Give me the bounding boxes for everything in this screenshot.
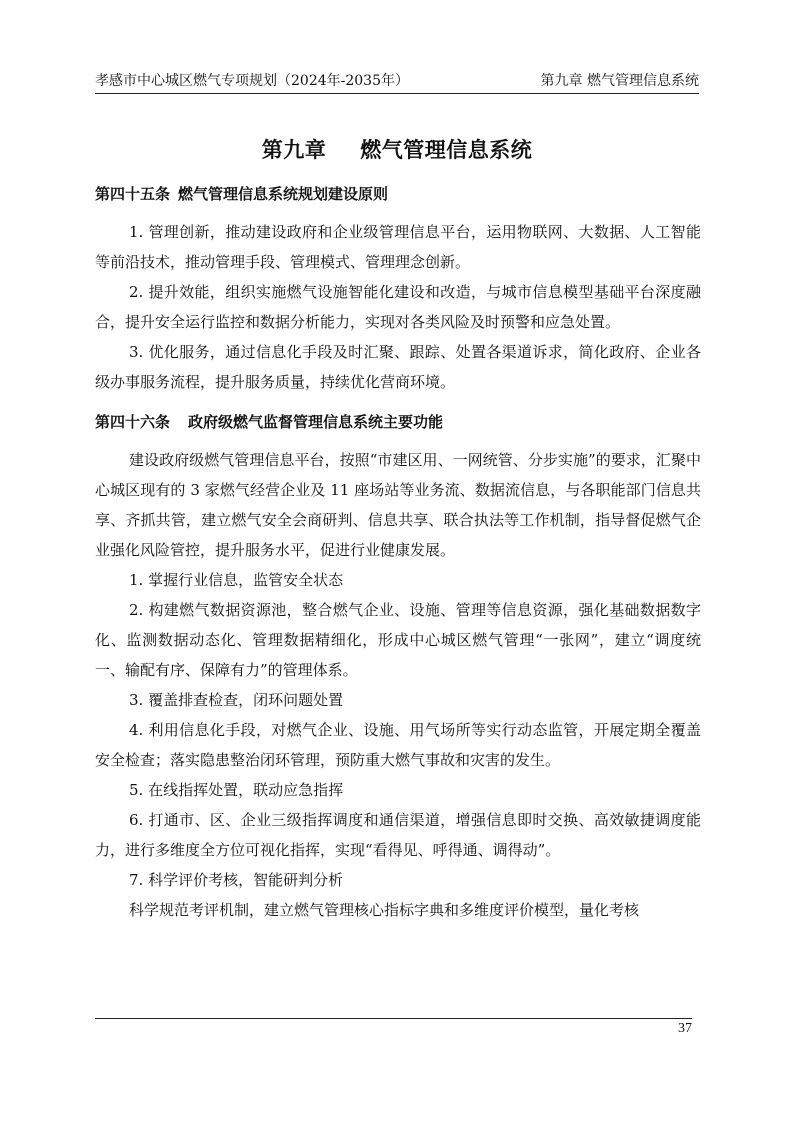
article-46-paragraph-4: 3. 覆盖排查检查，闭环问题处置 bbox=[129, 691, 344, 709]
article-45-heading bbox=[95, 179, 701, 217]
footer-rule bbox=[95, 1018, 692, 1019]
chapter-title-header: 第九章 燃气管理信息系统 bbox=[540, 73, 699, 89]
article-45-paragraph-3: 3. 优化服务，通过信息化手段及时汇聚、跟踪、处置各渠道诉求，简化政府、企业各级办事服务流程，提升服务质量，持续优化营商环境。 bbox=[95, 343, 701, 391]
header-rule bbox=[95, 93, 699, 94]
article-46-paragraph-3: 2. 构建燃气数据资源池，整合燃气企业、设施、管理等信息资源，强化基础数据数字化、监测数据动态化、管理数据精细化，形成中心城区燃气管理“一张网”，建立“调度统一、输配有序、保障有力”的管理体系。 bbox=[95, 601, 701, 679]
article-46-heading bbox=[95, 407, 701, 445]
article-46-paragraph-2: 1. 掌握行业信息，监管安全状态 bbox=[129, 571, 344, 589]
article-46-paragraph-7: 6. 打通市、区、企业三级指挥调度和通信渠道，增强信息即时交换、高效敏捷调度能力，进行多维度全方位可视化指挥，实现“看得见、呼得通、调得动”。 bbox=[95, 811, 701, 859]
chapter-title: 燃气管理信息系统 bbox=[360, 138, 533, 162]
article-46-paragraph-5: 4. 利用信息化手段，对燃气企业、设施、用气场所等实行动态监管，开展定期全覆盖安全检查；落实隐患整治闭环管理，预防重大燃气事故和灾害的发生。 bbox=[95, 721, 701, 769]
document-title-header: 孝感市中心城区燃气专项规划（2024年-2035年） bbox=[95, 73, 409, 89]
article-45-number: 第四十五条 bbox=[95, 185, 171, 203]
article-46-number: 第四十六条 bbox=[95, 413, 171, 431]
page-body bbox=[95, 179, 701, 925]
article-45-title: 燃气管理信息系统规划建设原则 bbox=[178, 185, 389, 203]
article-46-paragraph-9: 科学规范考评机制，建立燃气管理核心指标字典和多维度评价模型，量化考核 bbox=[129, 901, 640, 919]
article-46-title: 政府级燃气监督管理信息系统主要功能 bbox=[188, 413, 444, 431]
chapter-number: 第九章 bbox=[261, 138, 327, 162]
article-46-paragraph-1: 建设政府级燃气管理信息平台，按照“市建区用、一网统管、分步实施”的要求，汇聚中心城区现有的 3 家燃气经营企业及 11 座场站等业务流、数据流信息，与各职能部门信息共享、齐抓共管，建立燃气安全会商研判、信息共享、联合执法等工作机制，指导督促燃气企业强化风险管控，提升服务水平，促进行业健康发展。 bbox=[95, 451, 701, 559]
article-46-paragraph-8: 7. 科学评价考核，智能研判分析 bbox=[129, 871, 344, 889]
article-45-paragraph-1: 1. 管理创新，推动建设政府和企业级管理信息平台，运用物联网、大数据、人工智能等前沿技术，推动管理手段、管理模式、管理理念创新。 bbox=[95, 223, 701, 271]
chapter-heading bbox=[0, 134, 794, 164]
page-number: 37 bbox=[678, 1021, 692, 1036]
article-46-paragraph-6: 5. 在线指挥处置，联动应急指挥 bbox=[129, 781, 344, 799]
page-header bbox=[95, 70, 699, 94]
article-45-paragraph-2: 2. 提升效能，组织实施燃气设施智能化建设和改造，与城市信息模型基础平台深度融合，提升安全运行监控和数据分析能力，实现对各类风险及时预警和应急处置。 bbox=[95, 283, 701, 331]
